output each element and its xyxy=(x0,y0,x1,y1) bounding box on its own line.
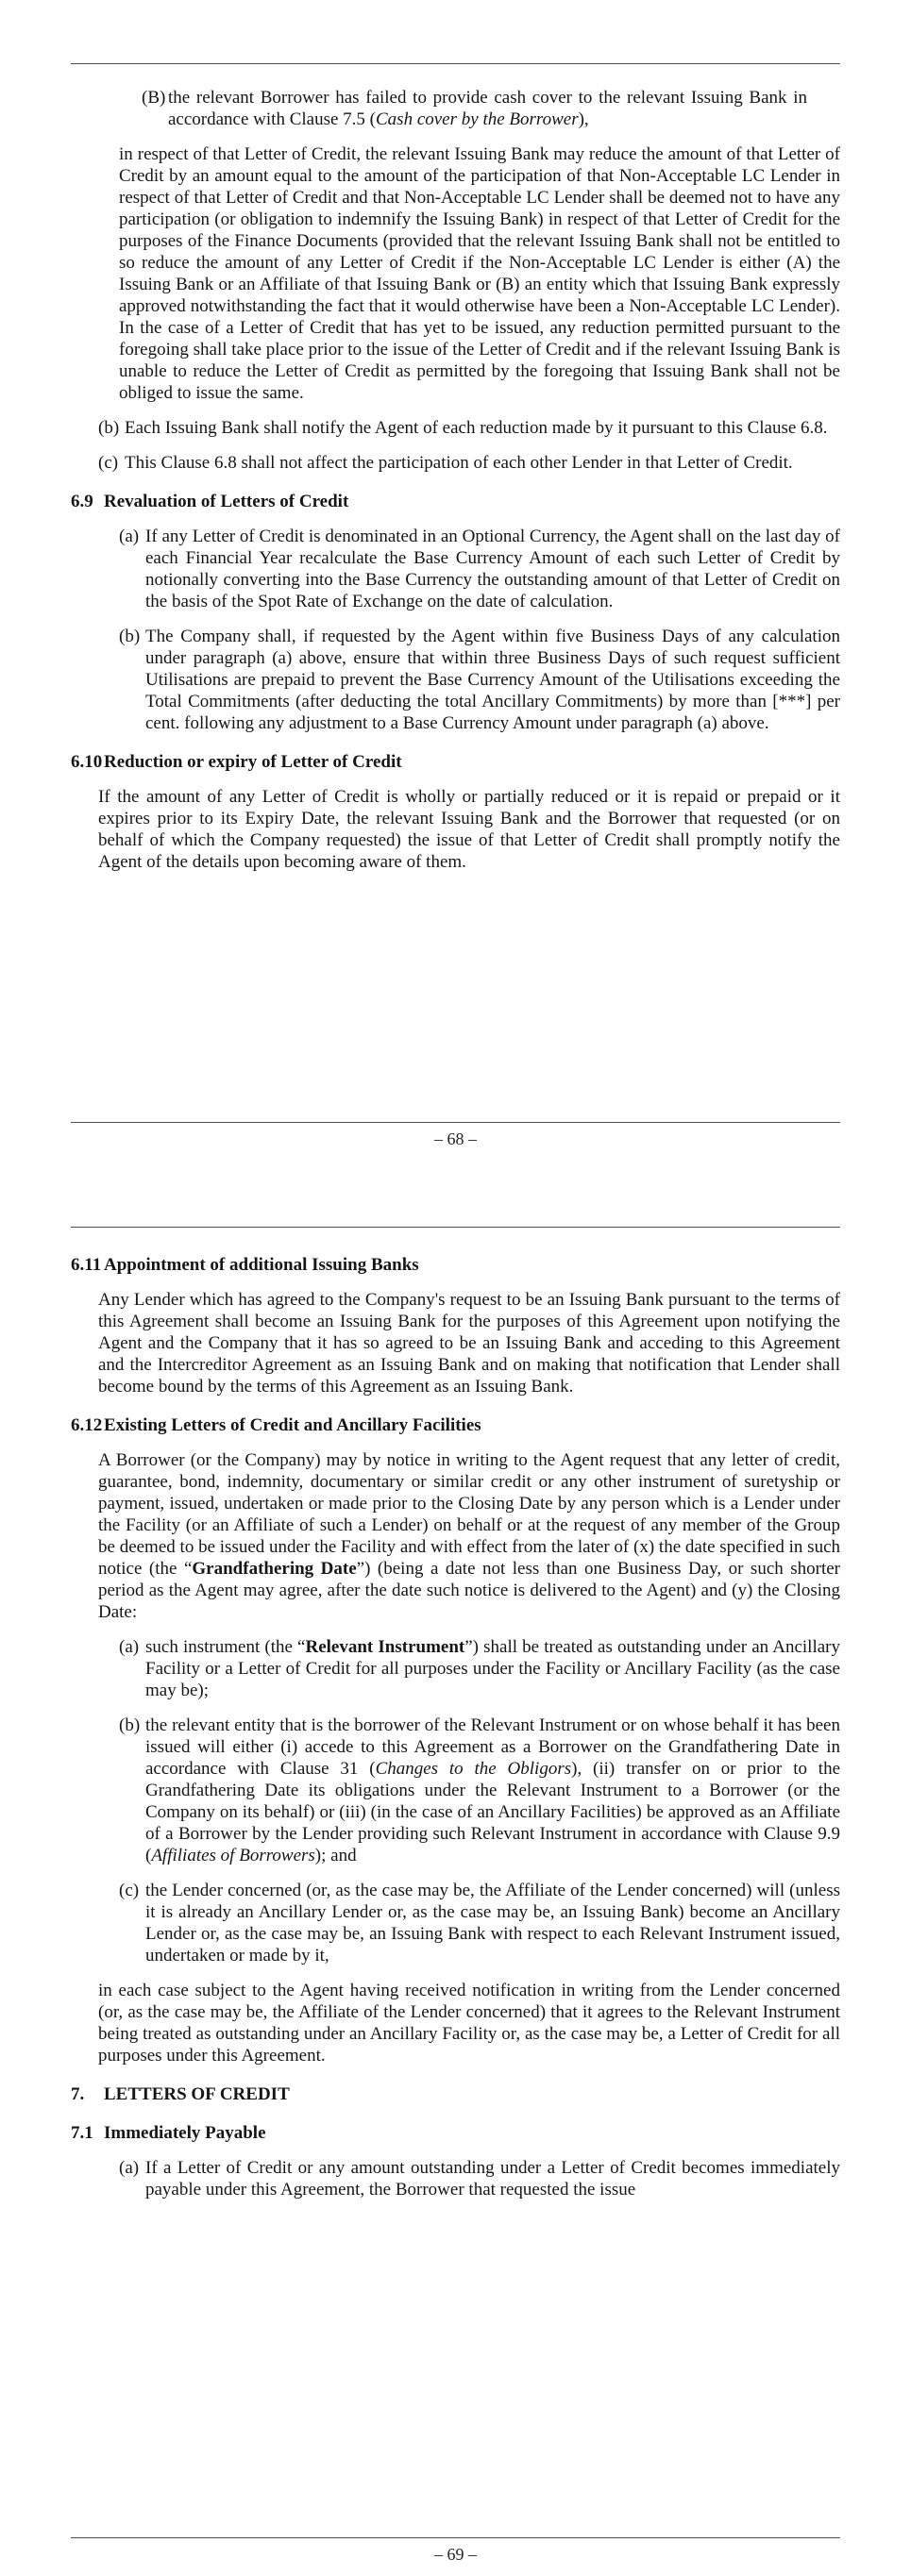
page-content xyxy=(71,1228,840,2200)
list-item xyxy=(119,626,840,734)
page-footer xyxy=(71,2537,840,2576)
item-label: (c) xyxy=(119,1881,140,1900)
item-label: (B) xyxy=(142,88,166,108)
clause-number: 6.11 xyxy=(71,1255,102,1275)
clause-heading xyxy=(71,491,840,512)
paragraph-text: such instrument (the “Relevant Instrument”) shall be treated as outstanding under an Ancillary Facility or a Letter of Credit for all purposes under the Facility or Ancillary Facility (as the case may be); xyxy=(145,1637,840,1700)
paragraph-text: the Lender concerned (or, as the case may be, the Affiliate of the Lender concerned) will (unless it is already an Ancillary Lender or, as the case may be, an Issuing Bank) become an Ancillary Lender or, as the case may be, an Issuing Bank with respect to each Relevant Instrument issued, undertaken or made by it, xyxy=(145,1881,840,1965)
page-number: – 69 – xyxy=(434,2545,477,2564)
paragraph-text: If the amount of any Letter of Credit is wholly or partially reduced or it is repaid or prepaid or it expires prior to its Expiry Date, the relevant Issuing Bank and the Borrower that requested (or on behalf of which the Company requested) the issue of that Letter of Credit shall promptly notify the Agent of the details upon becoming aware of them. xyxy=(98,787,840,872)
clause-number: 6.9 xyxy=(71,492,93,511)
paragraph-text: If a Letter of Credit or any amount outstanding under a Letter of Credit becomes immediately payable under this Agreement, the Borrower that requested the issue xyxy=(145,2158,840,2200)
clause-heading xyxy=(71,1414,840,1436)
paragraph-text: Appointment of additional Issuing Banks xyxy=(104,1255,419,1275)
item-label: (b) xyxy=(98,418,120,438)
item-label: (a) xyxy=(119,527,140,546)
paragraph-text: Any Lender which has agreed to the Company's request to be an Issuing Bank pursuant to the terms of this Agreement shall become an Issuing Bank for the purposes of this Agreement upon notifying the Agent and the Company that it has so agreed to be an Issuing Bank and acceding to this Agreement and the Intercreditor Agreement as an Issuing Bank and on making that notification that Lender shall become bound by the terms of this Agreement as an Issuing Bank. xyxy=(98,1290,840,1397)
item-label: (a) xyxy=(119,2158,140,2178)
paragraph-text: If any Letter of Credit is denominated in an Optional Currency, the Agent shall on the last day of each Financial Year recalculate the Base Currency Amount of each such Letter of Credit by notionally converting into the Base Currency the outstanding amount of that Letter of Credit on the basis of the Spot Rate of Exchange on the date of calculation. xyxy=(145,527,840,611)
list-item xyxy=(119,1715,840,1866)
paragraph-text: A Borrower (or the Company) may by notice in writing to the Agent request that any letter of credit, guarantee, bond, indemnity, documentary or similar credit or any other instrument of suretyship or payment, issued, undertaken or made prior to the Closing Date by any person which is a Lender under the Facility (or an Affiliate of such a Lender) on behalf or at the request of any member of the Group be deemed to be issued under the Facility and with effect from the later of (x) the date specified in such notice (the “Grandfathering Date”) (being a date not less than one Business Day, or such shorter period as the Agent may agree, after the date such notice is delivered to the Agent) and (y) the Closing Date: xyxy=(98,1450,841,1622)
item-label: (c) xyxy=(98,453,119,473)
paragraph-text: the relevant Borrower has failed to provide cash cover to the relevant Issuing Bank in accordance with Clause 7.5 (Cash cover by the Borrower), xyxy=(168,88,807,129)
document-page-68 xyxy=(0,0,911,1161)
paragraph-text: Existing Letters of Credit and Ancillary Facilities xyxy=(104,1415,481,1435)
sub-clause-item xyxy=(142,87,807,130)
paragraph-text: Immediately Payable xyxy=(104,2123,266,2143)
document-page-69 xyxy=(0,1161,911,2576)
list-item xyxy=(119,2157,840,2200)
clause-number: 7. xyxy=(71,2084,85,2104)
body-paragraph xyxy=(98,1980,840,2066)
list-item xyxy=(98,452,840,474)
page-content xyxy=(71,64,840,873)
page-footer-rule xyxy=(71,2537,840,2538)
paragraph-text: Each Issuing Bank shall notify the Agent of each reduction made by it pursuant to this Clause 6.8. xyxy=(125,418,828,438)
paragraph-text: in respect of that Letter of Credit, the relevant Issuing Bank may reduce the amount of that Letter of Credit by an amount equal to the amount of the participation of that Non-Acceptable LC Lender in respect of that Letter of Credit and that Non-Acceptable LC Lender shall be deemed not to have any participation (or obligation to indemnify the Issuing Bank) in respect of that Letter of Credit for the purposes of the Finance Documents (provided that the relevant Issuing Bank shall not be entitled to so reduce the amount of any Letter of Credit if the Non-Acceptable LC Lender is either (A) the Issuing Bank or an Affiliate of that Issuing Bank or (B) an entity which that Issuing Bank expressly approved notwithstanding the fact that it would otherwise have been a Non-Acceptable LC Lender). In the case of a Letter of Credit that has yet to be issued, any reduction permitted pursuant to the foregoing shall take place prior to the issue of the Letter of Credit and if the relevant Issuing Bank is unable to reduce the Letter of Credit as permitted by the foregoing that Issuing Bank shall not be obliged to issue the same. xyxy=(119,144,840,403)
body-paragraph xyxy=(98,786,840,873)
clause-heading xyxy=(71,751,840,773)
list-item xyxy=(119,526,840,612)
clause-heading xyxy=(71,2122,840,2144)
clause-heading xyxy=(71,2083,840,2105)
clause-number: 7.1 xyxy=(71,2123,93,2143)
continuation-paragraph xyxy=(119,143,840,404)
list-item xyxy=(98,417,840,439)
page-footer xyxy=(71,1122,840,1161)
paragraph-text: The Company shall, if requested by the Agent within five Business Days of any calculation under paragraph (a) above, ensure that within three Business Days of such request sufficient Utilisations are prepaid to prevent the Base Currency Amount of the Utilisations exceeding the Total Commitments (after deducting the total Ancillary Commitments) by more than [***] per cent. following any adjustment to a Base Currency Amount under paragraph (a) above. xyxy=(145,627,840,733)
paragraph-text: This Clause 6.8 shall not affect the participation of each other Lender in that Letter of Credit. xyxy=(125,453,793,473)
body-paragraph xyxy=(98,1289,840,1397)
clause-heading xyxy=(71,1254,840,1276)
item-label: (b) xyxy=(119,1715,141,1735)
clause-number: 6.10 xyxy=(71,752,103,772)
item-label: (a) xyxy=(119,1637,140,1657)
item-label: (b) xyxy=(119,627,141,646)
list-item xyxy=(119,1880,840,1966)
paragraph-text: the relevant entity that is the borrower of the Relevant Instrument or on whose behalf it has been issued will either (i) accede to this Agreement as a Borrower on the Grandfathering Date in accordance with Clause 31 (Changes to the Obligors), (ii) transfer on or prior to the Grandfathering Date its obligations under the Relevant Instrument to a Borrower (or the Company on its behalf) or (iii) (in the case of an Ancillary Facilities) be approved as an Affiliate of a Borrower by the Lender providing such Relevant Instrument in accordance with Clause 9.9 (Affiliates of Borrowers); and xyxy=(145,1715,841,1865)
paragraph-text: LETTERS OF CREDIT xyxy=(104,2084,290,2104)
body-paragraph xyxy=(98,1449,840,1623)
page-number: – 68 – xyxy=(434,1129,477,1148)
paragraph-text: Reduction or expiry of Letter of Credit xyxy=(104,752,402,772)
page-footer-rule xyxy=(71,1122,840,1123)
clause-number: 6.12 xyxy=(71,1415,103,1435)
paragraph-text: Revaluation of Letters of Credit xyxy=(104,492,349,511)
list-item xyxy=(119,1636,840,1701)
paragraph-text: in each case subject to the Agent having received notification in writing from the Lender concerned (or, as the case may be, the Affiliate of the Lender concerned) that it agrees to the Relevant Instrument being treated as outstanding under an Ancillary Facility or, as the case may be, a Letter of Credit for all purposes under this Agreement. xyxy=(98,1981,840,2066)
